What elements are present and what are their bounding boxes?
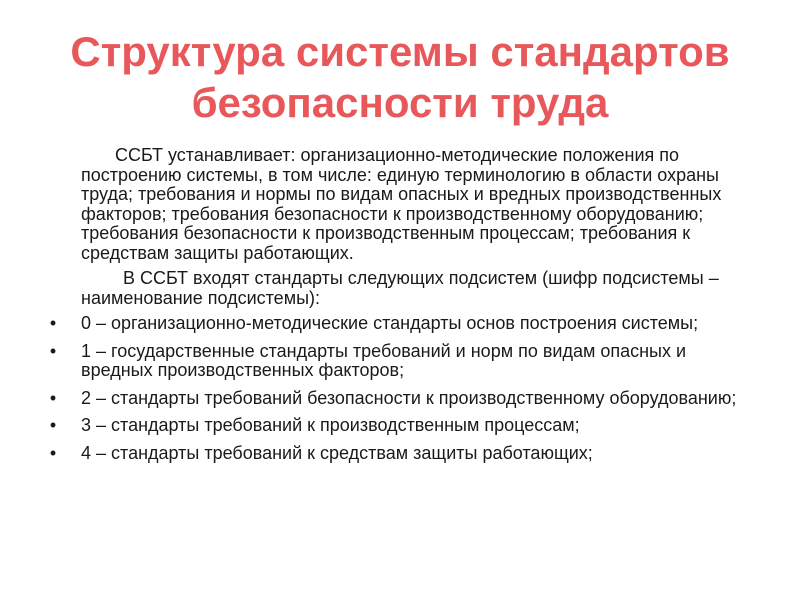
list-item-text: 3 – стандарты требований к производственным процессам; — [81, 415, 580, 435]
intro-paragraph — [48, 146, 748, 263]
list-item — [48, 389, 748, 409]
list-item — [48, 342, 748, 381]
list-item — [48, 416, 748, 436]
list-item-text: 1 – государственные стандарты требований и норм по видам опасных и вредных производственных факторов; — [81, 340, 687, 380]
subsystems-list — [48, 314, 748, 463]
list-item — [48, 444, 748, 464]
slide-title-line-2: безопасности труда — [191, 79, 609, 126]
slide-title — [20, 26, 780, 128]
slide-title-line-1: Структура системы стандартов — [70, 28, 730, 75]
bullet-icon: • — [49, 415, 57, 435]
list-item — [48, 314, 748, 334]
bullet-icon: • — [49, 313, 57, 333]
list-item-text: 0 – организационно-методические стандарты основ построения системы; — [81, 313, 699, 333]
list-item-text: 4 – стандарты требований к средствам защиты работающих; — [81, 442, 593, 463]
list-item-text: 2 – стандарты требований безопасности к производственному оборудованию; — [81, 387, 737, 408]
bullet-icon: • — [49, 340, 57, 361]
subsystems-intro-text: В ССБТ входят стандарты следующих подсистем (шифр подсистемы – наименование подсистемы): — [81, 268, 719, 308]
bullet-icon: • — [49, 442, 57, 463]
slide-body — [48, 146, 748, 471]
bullet-icon: • — [49, 387, 57, 408]
intro-paragraph-text: ССБТ устанавливает: организационно-методические положения по построению системы, в том числе: единую терминологию в области охраны труда; требования и нормы по видам опасных и вредных производственных факторов; требования безопасности к производственному оборудованию; требования безопасности к производственным процессам; требования к средствам защиты работающих. — [81, 145, 722, 263]
subsystems-intro-paragraph — [48, 269, 748, 308]
